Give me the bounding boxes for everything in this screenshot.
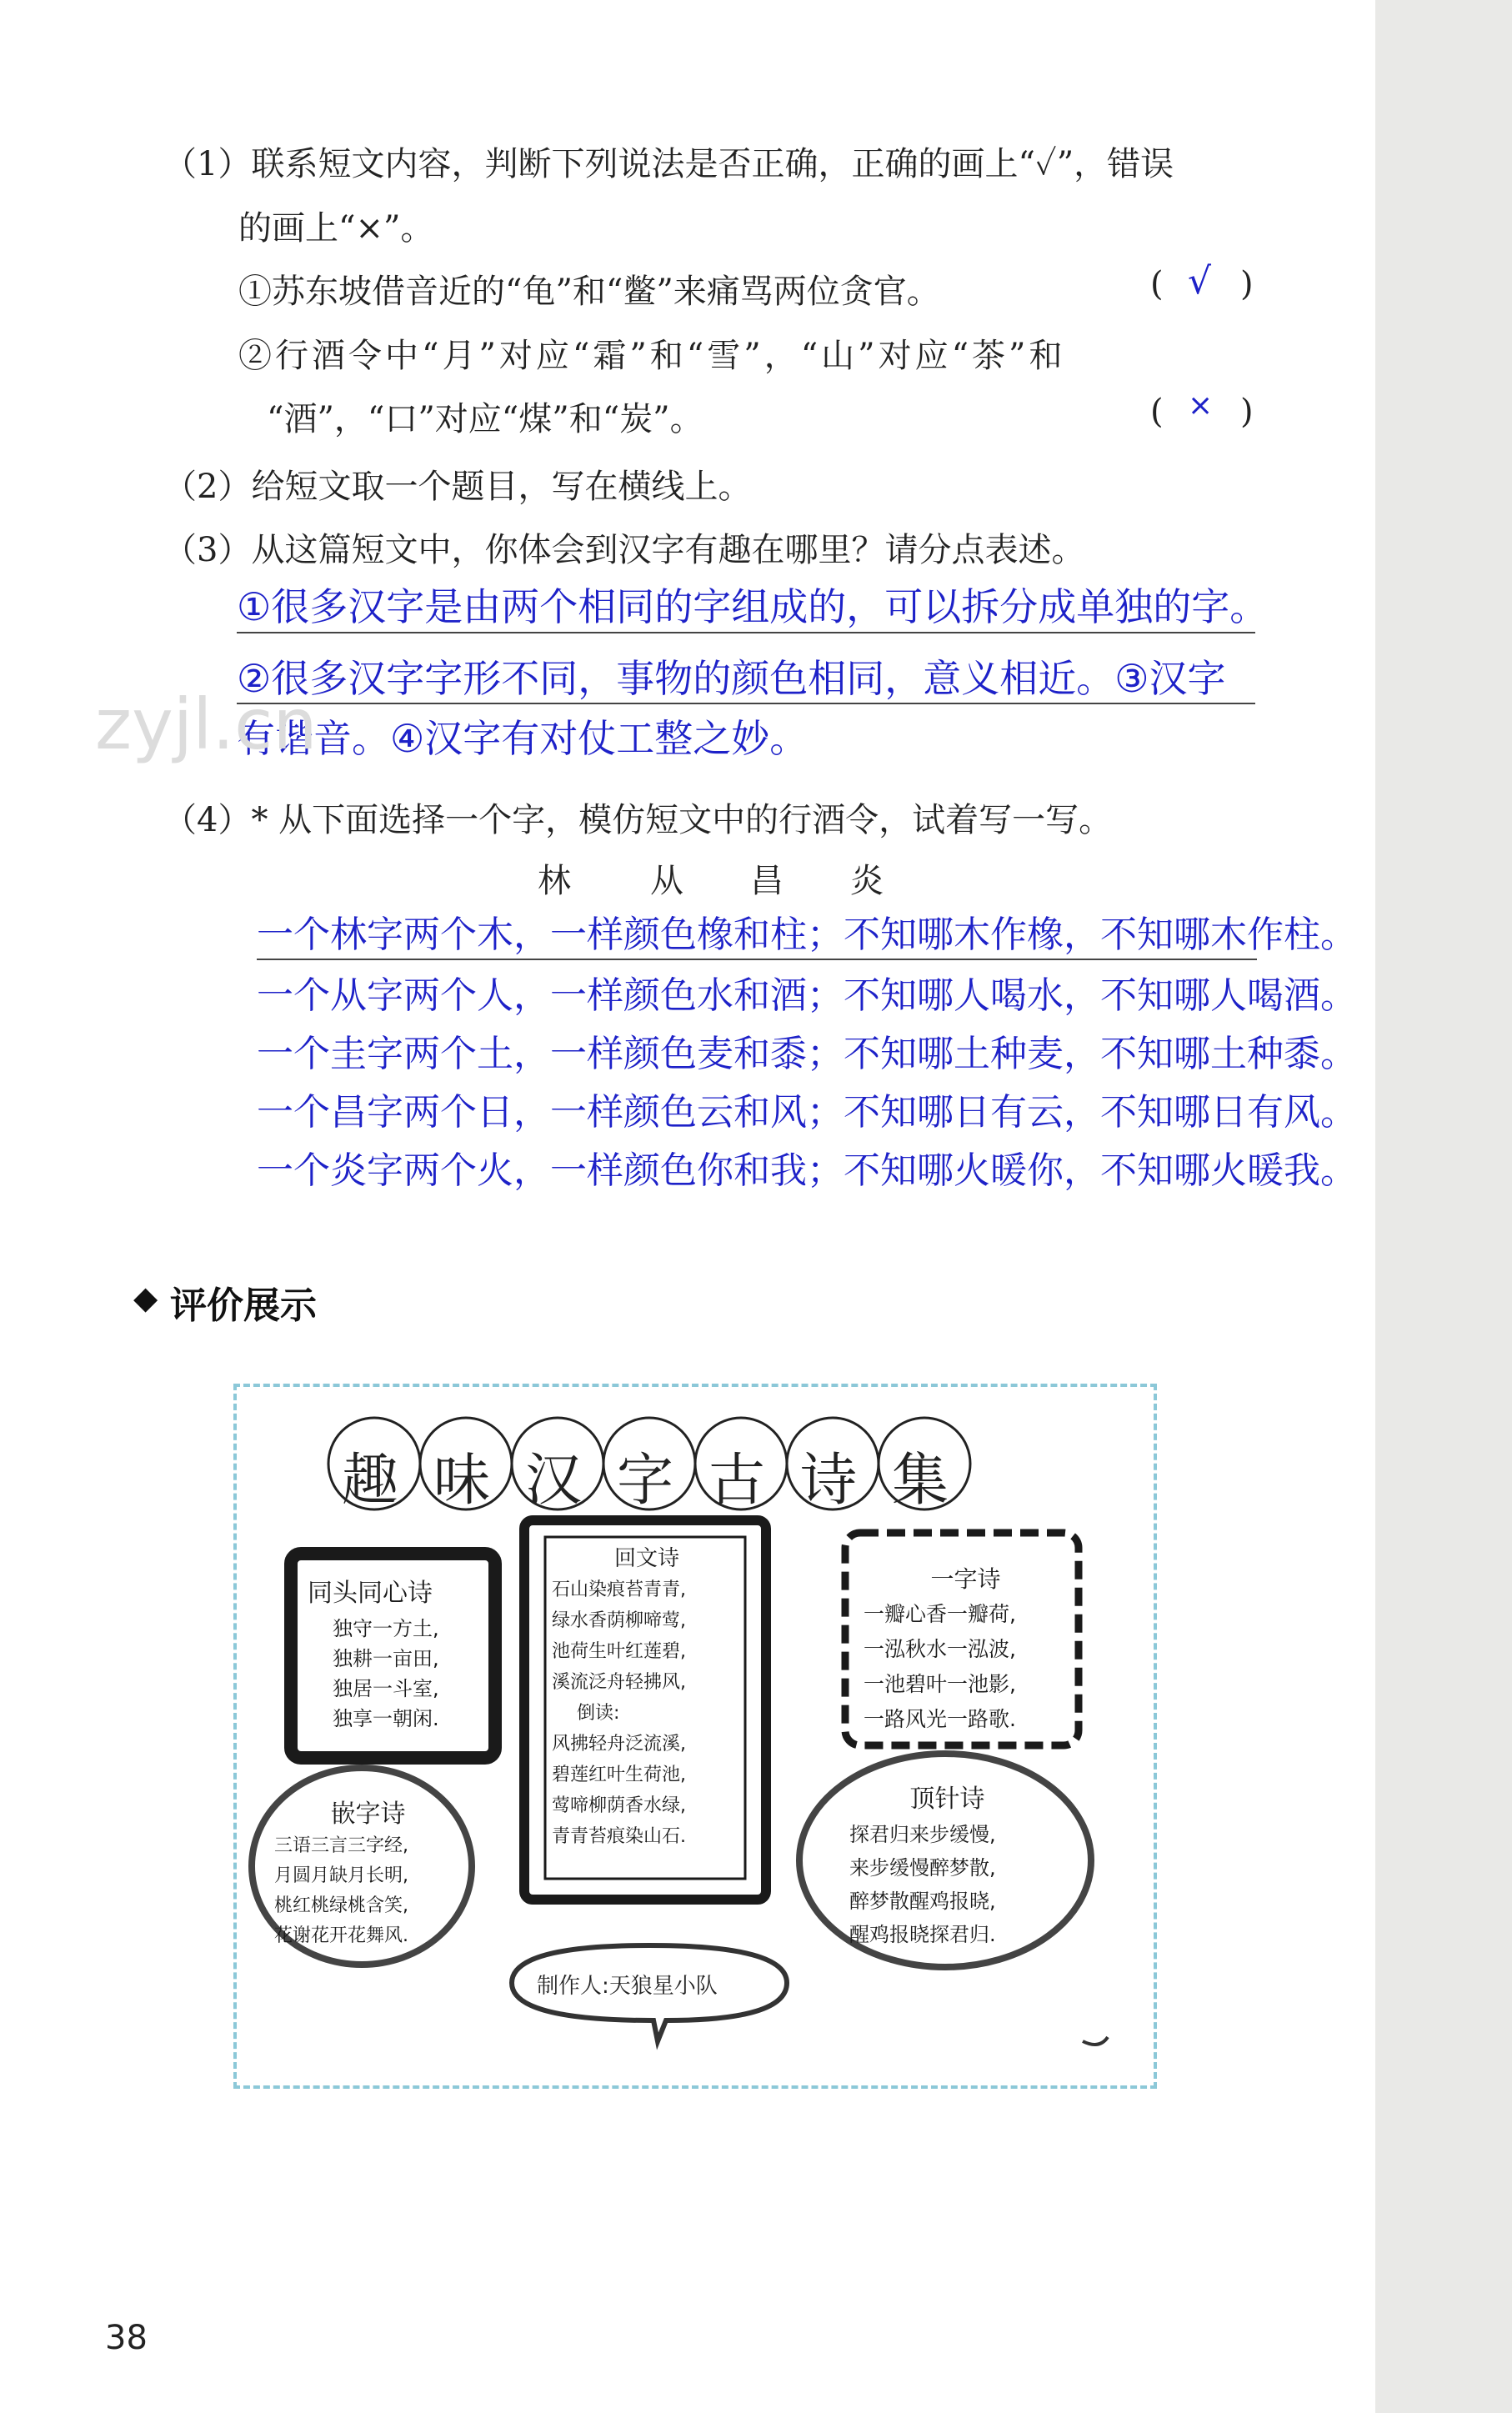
section-bullet: ◆ xyxy=(133,1279,158,1316)
q1-item1: ①苏东坡借音近的“龟”和“鳖”来痛骂两位贪官。 xyxy=(238,273,940,311)
card3-line-1: 一瓣心香一瓣荷, xyxy=(864,1602,1016,1626)
card1 xyxy=(308,1572,487,1734)
card2-line-2: 绿水香荫柳啼莺, xyxy=(552,1610,686,1631)
q1-stem-line1: （1）联系短文内容，判断下列说法是否正确，正确的画上“✓”，错误 xyxy=(163,145,1174,183)
q3-answer-line3: 有谐音。④汉字有对仗工整之妙。 xyxy=(237,716,809,761)
card2-title: 回文诗 xyxy=(613,1546,679,1571)
q4-choice-1: 林 xyxy=(538,862,571,900)
q4-choice-4: 炎 xyxy=(850,862,884,900)
q1-item1-answer: √ xyxy=(1188,260,1212,303)
card4-line-3: 桃红桃绿桃含笑, xyxy=(274,1895,408,1916)
poster-title-char-2: 味 xyxy=(433,1448,491,1514)
q4-answer-4: 一个昌字两个日，一样颜色云和风；不知哪日有云，不知哪日有风。 xyxy=(257,1091,1357,1134)
card5-line-1: 探君归来步缓慢, xyxy=(849,1823,996,1846)
q4-answer-rule xyxy=(257,959,1257,960)
card5-title: 顶针诗 xyxy=(909,1785,985,1814)
card3-line-3: 一池碧叶一池影, xyxy=(864,1672,1016,1696)
poster-title-char-3: 汉 xyxy=(525,1448,583,1514)
card4-line-2: 月圆月缺月长明, xyxy=(274,1865,408,1886)
card1-line-4: 独享一朝闲. xyxy=(333,1707,439,1730)
q4-stem: （4）* 从下面选择一个字，模仿短文中的行酒令，试着写一写。 xyxy=(163,801,1113,839)
q1-item2-bracket-left: ( xyxy=(1150,393,1164,431)
card2-line-3: 池荷生叶红莲碧, xyxy=(552,1641,686,1662)
q1-item2-line2: “酒”，“口”对应“煤”和“炭”。 xyxy=(267,400,703,438)
q3-answer-rule2 xyxy=(237,703,1255,704)
watermark: zyjl.cn xyxy=(95,683,318,765)
card5-line-4: 醒鸡报晓探君归. xyxy=(849,1923,996,1946)
card3-line-4: 一路风光一路歌. xyxy=(864,1707,1016,1731)
poster-title-char-7: 集 xyxy=(892,1448,949,1514)
card4-title: 嵌字诗 xyxy=(330,1800,406,1829)
card2-line2-3: 莺啼柳荫香水绿, xyxy=(552,1795,686,1816)
card1-line-3: 独居一斗室, xyxy=(333,1677,439,1700)
poster-title-char-5: 古 xyxy=(708,1448,766,1514)
q1-item1-bracket-right: ) xyxy=(1240,265,1254,303)
q3-answer-line1: ①很多汉字是由两个相同的字组成的，可以拆分成单独的字。 xyxy=(237,584,1269,629)
card2-line2-2: 碧莲红叶生荷池, xyxy=(552,1765,686,1785)
poster-title-char-6: 诗 xyxy=(800,1448,858,1514)
poster xyxy=(233,1384,1157,2089)
card3-title: 一字诗 xyxy=(930,1565,1001,1593)
q3-answer-rule1 xyxy=(237,632,1255,633)
page-number: 38 xyxy=(105,2319,148,2357)
card3-line-2: 一泓秋水一泓波, xyxy=(864,1637,1016,1661)
card1-line-2: 独耕一亩田, xyxy=(333,1647,439,1670)
q1-item2-line1: ②行酒令中“月”对应“霜”和“雪”，“山”对应“茶”和 xyxy=(238,337,1066,375)
card4-line-1: 三语三言三字经, xyxy=(274,1835,408,1856)
q1-item2-bracket-right: ) xyxy=(1240,393,1254,431)
q1-item1-bracket-left: ( xyxy=(1150,265,1164,303)
q4-answer-1: 一个林字两个木，一样颜色橡和柱；不知哪木作橡，不知哪木作柱。 xyxy=(257,914,1357,956)
card2-line2-4: 青青苔痕染山石. xyxy=(552,1826,686,1847)
card2 xyxy=(552,1544,742,1852)
q4-answer-2: 一个从字两个人，一样颜色水和酒；不知哪人喝水，不知哪人喝酒。 xyxy=(257,974,1357,1017)
q1-stem-line2: 的画上“×”。 xyxy=(238,209,434,248)
q4-answer-5: 一个炎字两个火，一样颜色你和我；不知哪火暖你，不知哪火暖我。 xyxy=(257,1149,1357,1192)
card2-line-1: 石山染痕苔青青, xyxy=(552,1579,686,1600)
poster-title-char-4: 字 xyxy=(617,1448,674,1514)
card4 xyxy=(274,1800,462,1951)
card2-line2-1: 风拂轻舟泛流溪, xyxy=(552,1734,686,1755)
card4-line-4: 花谢花开花舞风. xyxy=(274,1925,408,1946)
q3-stem: （3）从这篇短文中，你体会到汉字有趣在哪里？请分点表述。 xyxy=(163,531,1085,569)
card5 xyxy=(849,1783,1045,1951)
q4-choice-2: 从 xyxy=(650,862,683,900)
q4-choice-3: 昌 xyxy=(750,862,784,900)
q1-item2-answer: × xyxy=(1188,388,1214,423)
card3 xyxy=(864,1562,1068,1737)
section-title: 评价展示 xyxy=(170,1284,317,1327)
card2-sub: 倒读: xyxy=(577,1703,620,1724)
poster-title-char-1: 趣 xyxy=(342,1448,399,1514)
q2-stem: （2）给短文取一个题目，写在横线上。 xyxy=(163,468,752,506)
card1-title: 同头同心诗 xyxy=(308,1579,433,1608)
q4-answer-3: 一个圭字两个土，一样颜色麦和黍；不知哪土种麦，不知哪土种黍。 xyxy=(257,1033,1357,1075)
card5-line-3: 醉梦散醒鸡报晓, xyxy=(849,1890,996,1913)
card1-line-1: 独守一方土, xyxy=(333,1617,439,1640)
card2-line-4: 溪流泛舟轻拂风, xyxy=(552,1672,686,1693)
q3-answer-line2: ②很多汉字字形不同，事物的颜色相同，意义相近。③汉字 xyxy=(237,656,1226,701)
poster-credit: 制作人:天狼星小队 xyxy=(537,1974,718,1999)
card5-line-2: 来步缓慢醉梦散, xyxy=(849,1856,996,1880)
